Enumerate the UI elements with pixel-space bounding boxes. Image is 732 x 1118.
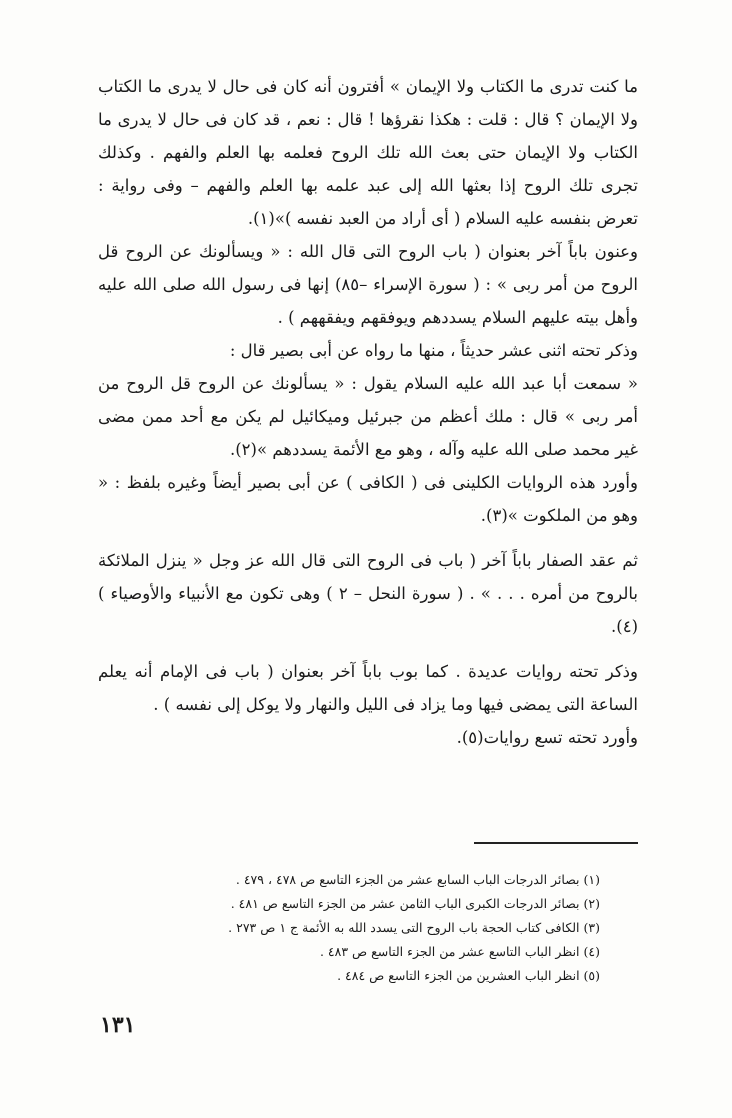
paragraph-8: وأورد تحته تسع روايات(٥). xyxy=(456,728,638,747)
footnote-5: (٥) انظر الباب العشرين من الجزء التاسع ص ٤٨٤ . xyxy=(337,968,600,983)
footnotes xyxy=(180,868,600,988)
paragraph-4: « سمعت أبا عبد الله عليه السلام يقول : « يسألونك عن الروح قل الروح من أمر ربى » قال : ملك أعظم من جبرئيل وميكائيل لم يكن مع أحد ممن مضى غير محمد صلى الله عليه وآله ، وهو مع الأئمة يسددهم »(٢). xyxy=(98,374,638,459)
main-text xyxy=(98,70,638,754)
paragraph-7: وذكر تحته روايات عديدة . كما بوب باباً آخر بعنوان ( باب فى الإمام أنه يعلم الساعة التى يمضى فيها وما يزاد فى الليل والنهار ولا يوكل إلى نفسه ) . xyxy=(98,662,638,714)
footnote-2: (٢) بصائر الدرجات الكبرى الباب الثامن عشر من الجزء التاسع ص ٤٨١ . xyxy=(230,896,600,911)
page-number: ١٣١ xyxy=(100,1012,136,1038)
paragraph-6: ثم عقد الصفار باباً آخر ( باب فى الروح التى قال الله عز وجل « ينزل الملائكة بالروح من أمره . . . » . ( سورة النحل – ٢ ) وهى تكون مع الأنبياء والأوصياء )(٤). xyxy=(98,551,638,636)
footnote-3: (٣) الكافى كتاب الحجة باب الروح التى يسدد الله به الأئمة ج ١ ص ٢٧٣ . xyxy=(228,920,600,935)
paragraph-3: وذكر تحته اثنى عشر حديثاً ، منها ما رواه عن أبى بصير قال : xyxy=(229,341,638,360)
footnote-separator xyxy=(474,842,638,844)
footnote-4: (٤) انظر الباب التاسع عشر من الجزء التاسع ص ٤٨٣ . xyxy=(319,944,600,959)
footnote-1: (١) بصائر الدرجات الباب السابع عشر من الجزء التاسع ص ٤٧٨ ، ٤٧٩ . xyxy=(235,872,600,887)
paragraph-2: وعنون باباً آخر بعنوان ( باب الروح التى قال الله : « ويسألونك عن الروح قل الروح من أمر ربى » : ( سورة الإسراء –٨٥) إنها فى رسول الله صلى الله عليه وأهل بيته عليهم السلام يسددهم ويوفقهم ويفقههم ) . xyxy=(98,242,638,327)
paragraph-5: وأورد هذه الروايات الكلينى فى ( الكافى ) عن أبى بصير أيضاً وغيره بلفظ : « وهو من الملكوت »(٣). xyxy=(98,473,638,525)
paragraph-1: ما كنت تدرى ما الكتاب ولا الإيمان » أفترون أنه كان فى حال لا يدرى ما الكتاب ولا الإيمان ؟ قال : قلت : هكذا نقرؤها ! قال : نعم ، قد كان فى حال لا يدرى ما الكتاب ولا الإيمان حتى بعث الله تلك الروح فعلمه بها العلم والفهم . وكذلك تجرى تلك الروح إذا بعثها الله إلى عبد علمه بها العلم والفهم – وفى رواية : تعرض بنفسه عليه السلام ( أى أراد من العبد نفسه )»(١). xyxy=(98,77,638,228)
